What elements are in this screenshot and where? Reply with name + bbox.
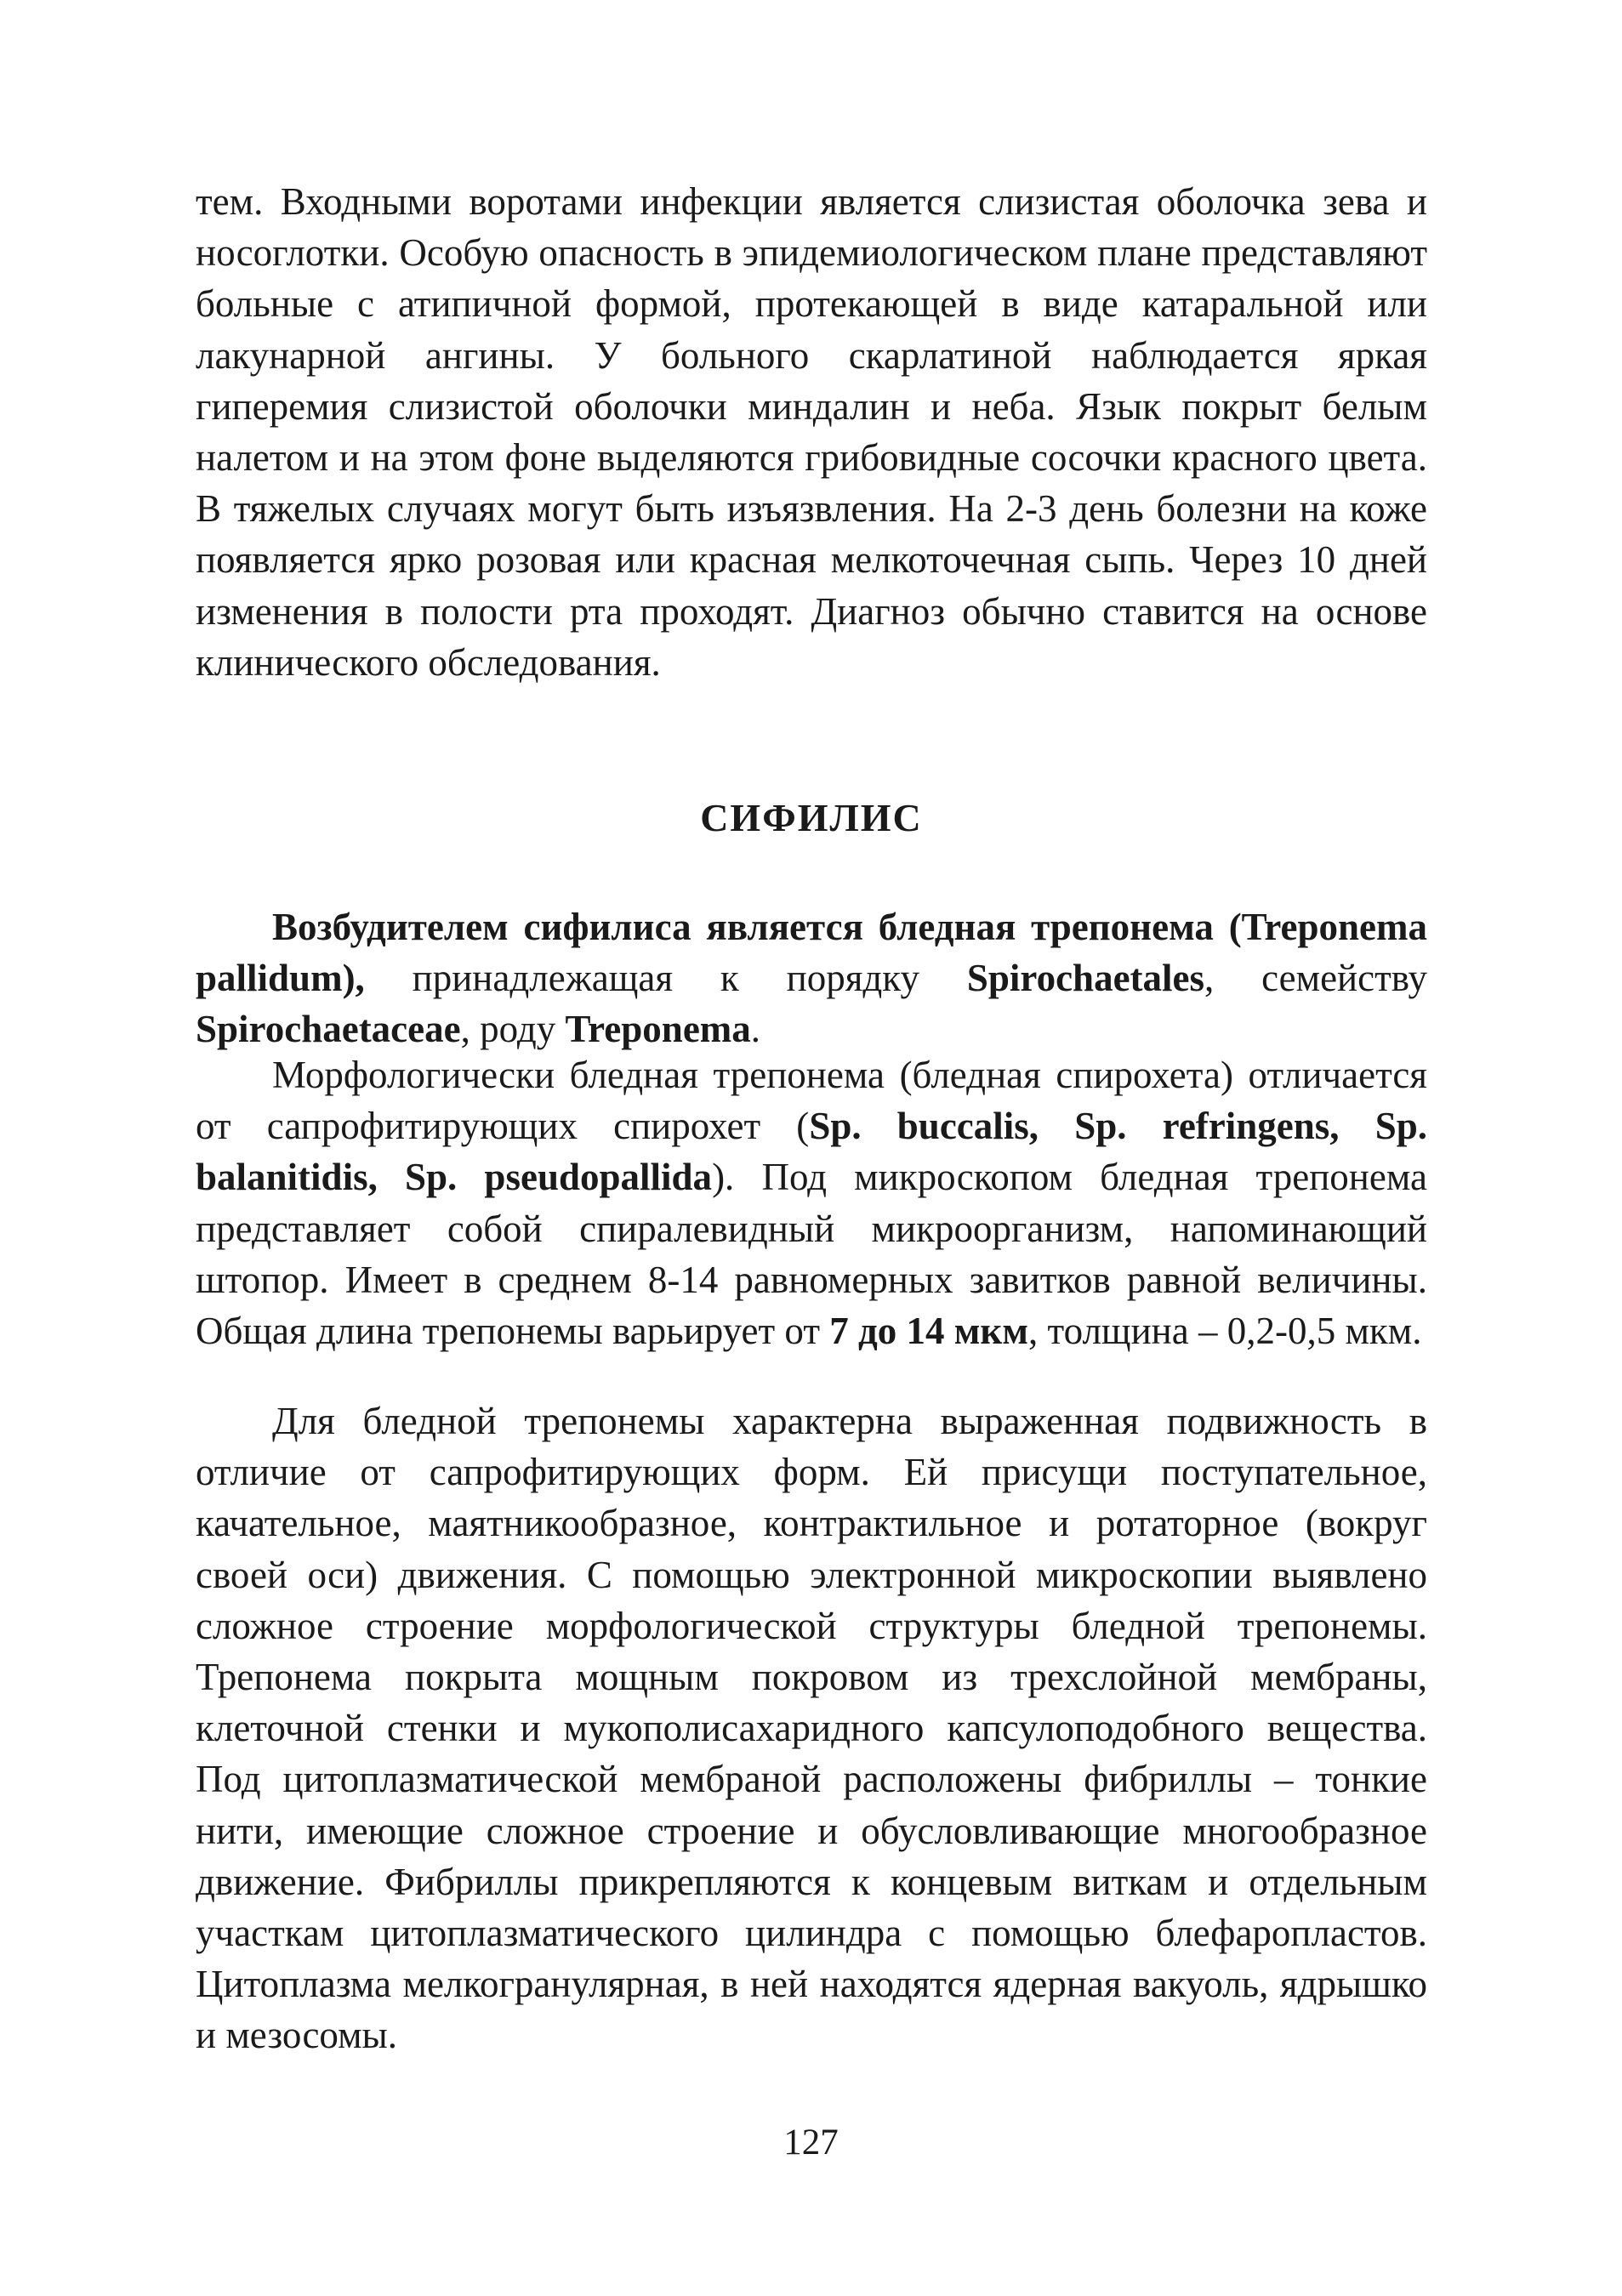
text-run: , толщина – 0,2-0,5 мкм. bbox=[1028, 1310, 1422, 1353]
bold-text: Treponema bbox=[565, 1008, 751, 1051]
bold-text: Sp. buccalis, Sp. refringens, Sp. balanitidis, Sp. pseudopallida bbox=[196, 1105, 1428, 1199]
paragraph-motility: Для бледной трепонемы характерна выраженная подвижность в отличие от сапрофитирующих форм. Ей присущи поступательное, качательное, маятникообразное, контрактильное и ротаторное (вокруг своей оси) движения. С помощью электронной микроскопии выявлено сложное строение морфологической структуры бледной трепонемы. Трепонема покрыта мощным покровом из трехслойной мембраны, клеточной стенки и мукополисахаридного капсулоподобного вещества. Под цитоплазматической мембраной расположены фибриллы – тонкие нити, имеющие сложное строение и обусловливающие многообразное движение. Фибриллы прикрепляются к концевым виткам и отдельным участкам цитоплазматического цилиндра с помощью блефаропластов. Цитоплазма мелкогранулярная, в ней находятся ядерная вакуоль, ядрышко и мезосомы. bbox=[196, 1400, 1427, 2057]
bold-text: Spirochaetaceae bbox=[196, 1008, 461, 1051]
paragraph-scarlet-fever-continued: тем. Входными воротами инфекции является слизистая оболочка зева и носоглотки. Особую опасность в эпидемиологическом плане представляют больные с атипичной формой, протекающей в виде катаральной или лакунарной ангины. У больного скарлатиной наблюдается яркая гиперемия слизистой оболочки миндалин и неба. Язык покрыт белым налетом и на этом фоне выделяются грибовидные сосочки красного цвета. В тяжелых случаях могут быть изъязвления. На 2-3 день болезни на коже появляется ярко розовая или красная мелкоточечная сыпь. Через 10 дней изменения в полости рта проходят. Диагноз обычно ставится на основе клинического обследования. bbox=[196, 180, 1427, 684]
paragraph-morphology bbox=[196, 1049, 1427, 1356]
text-run: принадлежащая к порядку bbox=[364, 957, 967, 1000]
text-run: Морфологически бледная трепонема (бледная спирохета) отличается от сапрофитирующих спирохет ( bbox=[196, 1054, 1427, 1148]
text-run: , роду bbox=[460, 1008, 566, 1051]
bold-text: Spirochaetales bbox=[966, 957, 1205, 1000]
text-run: , семейству bbox=[1204, 957, 1427, 1000]
bold-text: Возбудителем сифилиса является бледная трепонема (Treponema pallidum), bbox=[196, 906, 1427, 1000]
section-heading: СИФИЛИС bbox=[700, 796, 923, 839]
bold-text: 7 до 14 мкм bbox=[829, 1310, 1028, 1353]
text-run: . bbox=[750, 1008, 761, 1051]
page-number: 127 bbox=[783, 2123, 839, 2162]
paragraph-pathogen bbox=[196, 901, 1427, 1055]
text-run: ). Под микроскопом бледная трепонема представляет собой спиралевидный микроорганизм, напоминающий штопор. Имеет в среднем 8-14 равномерных завитков равной величины. Общая длина трепонемы варьирует от bbox=[196, 1156, 1427, 1353]
